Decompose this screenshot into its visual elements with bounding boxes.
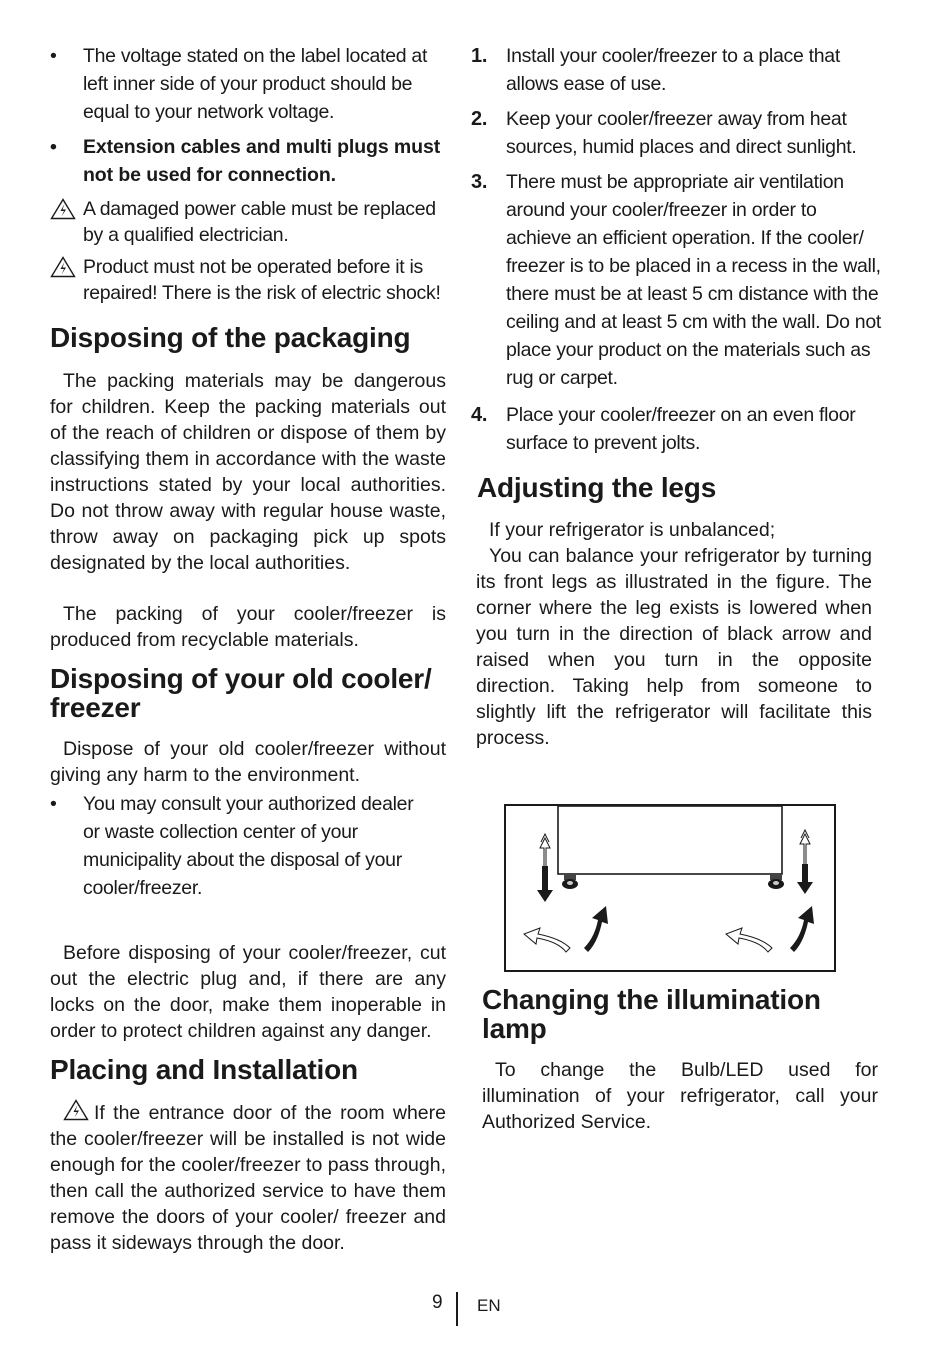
step-text: Keep your cooler/freezer away from heat sources, humid places and direct sunlight. <box>506 108 857 158</box>
warning-cable <box>50 196 446 248</box>
step-number: 1. <box>471 45 488 67</box>
warning-triangle-icon <box>63 1099 89 1121</box>
step-number: 4. <box>471 404 488 426</box>
placing-paragraph <box>50 1099 446 1256</box>
warning-repair-text: Product must not be operated before it is repaired! There is the risk of electric shock! <box>83 256 441 304</box>
step-number: 2. <box>471 108 488 130</box>
step-4 <box>471 401 878 457</box>
legs-paragraph-1: If your refrigerator is unbalanced; <box>489 519 776 541</box>
bullet-consult-dealer-text: You may consult your authorized dealer or waste collection center of your municipality about the disposal of your cooler/freezer. <box>83 793 414 899</box>
bullet-voltage <box>50 42 446 126</box>
placing-paragraph-text: If the entrance door of the room where the cooler/freezer will be installed is not wide enough for the cooler/freezer to pass through, then call the authorized service to have them remove the doors of your cooler/ freezer and pass it sideways through the door. <box>50 1102 446 1254</box>
packaging-paragraph-1: The packing materials may be dangerous for children. Keep the packing materials out of the reach of children or dispose of them by classifying them in accordance with the waste instructions stated by your local authorities. Do not throw away with regular house waste, throw away on packaging pick up spots designated by the local authorities. <box>50 370 446 574</box>
warning-repair <box>50 254 446 306</box>
step-2 <box>471 105 878 161</box>
step-text: Install your cooler/freezer to a place that allows ease of use. <box>506 45 840 95</box>
right-leg-icon <box>768 874 784 889</box>
heading-changing-lamp: Changing the illumination lamp <box>482 984 821 1044</box>
legs-adjustment-figure <box>504 804 836 972</box>
bullet-extension-text: Extension cables and multi plugs must not be used for connection. <box>83 136 441 186</box>
heading-disposing-old-cooler: Disposing of your old cooler/ freezer <box>50 663 432 723</box>
bullet-extension <box>50 133 446 189</box>
bullet-voltage-text: The voltage stated on the label located at left inner side of your product should be equal to your network voltage. <box>83 45 428 123</box>
warning-triangle-icon <box>50 198 76 220</box>
heading-placing-installation: Placing and Installation <box>50 1054 358 1085</box>
step-text: Place your cooler/freezer on an even floor surface to prevent jolts. <box>506 404 856 454</box>
footer-divider <box>456 1292 458 1326</box>
bullet-consult-dealer <box>50 790 446 902</box>
warning-cable-text: A damaged power cable must be replaced by a qualified electrician. <box>83 198 436 246</box>
lamp-paragraph: To change the Bulb/LED used for illumination of your refrigerator, call your Authorized Service. <box>482 1059 878 1133</box>
legs-paragraph-2: You can balance your refrigerator by turning its front legs as illustrated in the figure. The corner where the leg exists is lowered when you turn in the direction of black arrow and raised when you turn in the opposite direction. Taking help from someone to slightly lift the refrigerator will facilitate this process. <box>476 545 872 749</box>
left-leg-icon <box>562 874 578 889</box>
packaging-paragraph-2: The packing of your cooler/freezer is produced from recyclable materials. <box>50 603 446 651</box>
bullet-mark: • <box>50 793 57 815</box>
bullet-mark: • <box>50 136 57 158</box>
step-number: 3. <box>471 171 488 193</box>
language-code: EN <box>477 1296 501 1315</box>
step-3 <box>471 168 882 392</box>
old-cooler-paragraph-1: Dispose of your old cooler/freezer without giving any harm to the environment. <box>50 738 446 786</box>
heading-adjusting-legs: Adjusting the legs <box>477 472 717 503</box>
bullet-mark: • <box>50 45 57 67</box>
page-number: 9 <box>432 1292 443 1313</box>
warning-triangle-icon <box>50 256 76 278</box>
refrigerator-body-icon <box>558 806 782 874</box>
step-1 <box>471 42 878 98</box>
step-text: There must be appropriate air ventilation around your cooler/freezer in order to achieve an efficient operation. If the cooler/ freezer is to be placed in a recess in the wall, there must be at least 5 cm distance with the ceiling and at least 5 cm with the wall. Do not place your product on the materials such as rug or carpet. <box>506 171 882 389</box>
old-cooler-paragraph-2: Before disposing of your cooler/freezer, cut out the electric plug and, if there are any locks on the door, make them inoperable in order to protect children against any danger. <box>50 942 446 1042</box>
heading-disposing-packaging: Disposing of the packaging <box>50 322 411 353</box>
